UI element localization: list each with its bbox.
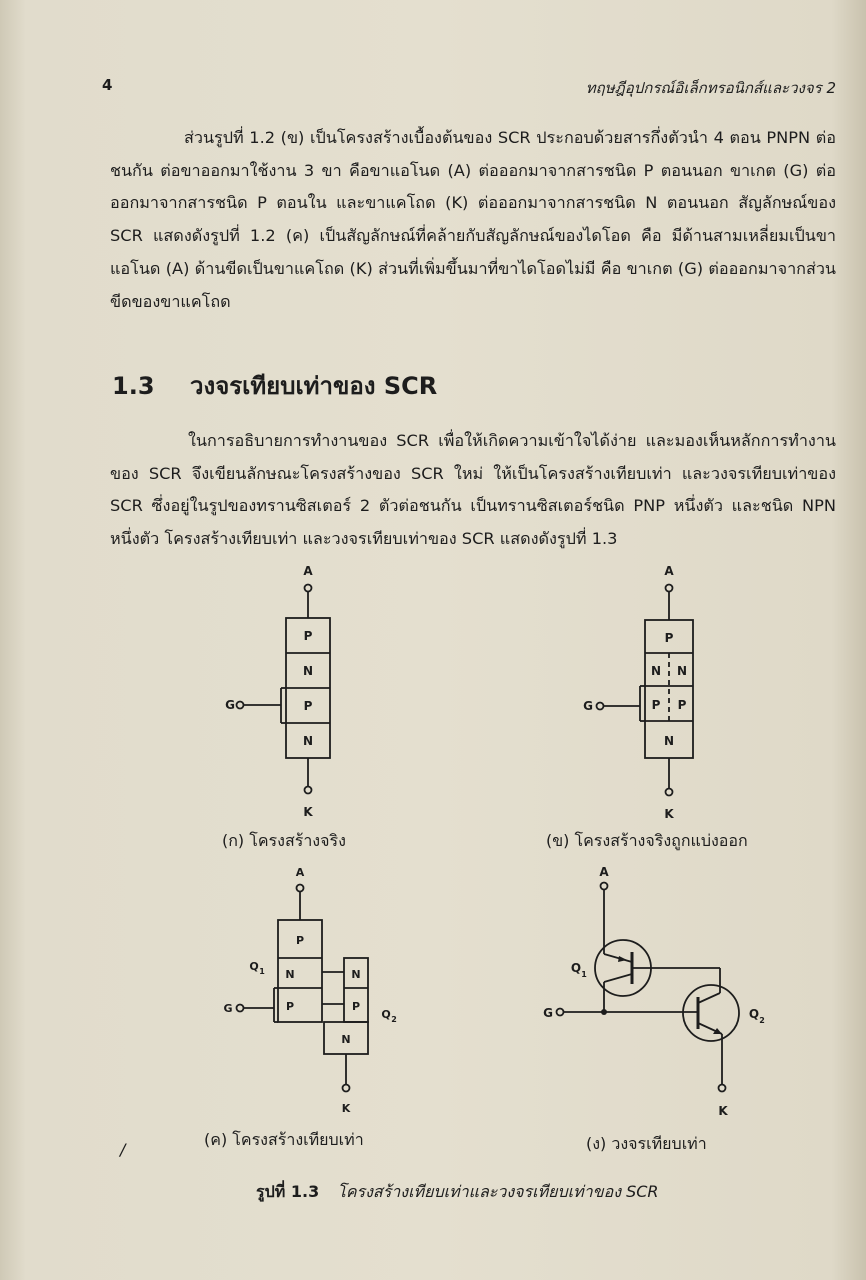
figure-caption-text: โครงสร้างเทียบเท่าและวงจรเทียบเท่าของ SCR [337, 1182, 659, 1201]
section-number: 1.3 [112, 372, 155, 400]
layer-p-label: P [303, 699, 313, 713]
paragraph-2: ในการอธิบายการทำงานของ SCR เพื่อให้เกิดความเข้าใจได้ง่าย และมองเห็นหลักการทำงานของ SCR จึงเขียนลักษณะโครงสร้างของ SCR ใหม่ ให้เป็นโครงสร้างเทียบเท่า และวงจรเทียบเท่าของ SCR ซึ่งอยู่ในรูปของทรานซิสเตอร์ 2 ตัวต่อชนกัน เป็นทรานซิสเตอร์ชนิด PNP หนึ่งตัว และชนิด NPN หนึ่งตัว โครงสร้างเทียบเท่า และวงจรเทียบเท่าของ SCR แสดงดังรูปที่ 1.3 [110, 431, 836, 549]
q1-p-label: P [285, 1000, 295, 1013]
gate-label: G [225, 698, 235, 712]
q2-label: Q [748, 1007, 760, 1021]
figure-d-equivalent-circuit [530, 862, 780, 1127]
layer-n-label: N [663, 734, 675, 748]
layer-p-label: P [303, 629, 313, 643]
q1-p-label: P [295, 934, 305, 947]
q2-n-label: N [351, 968, 361, 981]
q1-label: Q [570, 961, 582, 975]
cathode-label: K [718, 1104, 728, 1118]
layer-n-label: N [302, 734, 314, 748]
gate-label: G [543, 1006, 553, 1020]
layer-n-right-label: N [676, 664, 688, 678]
q2-subscript: 2 [391, 1015, 397, 1024]
q2-subscript: 2 [759, 1016, 765, 1025]
anode-label: A [664, 564, 674, 578]
q1-label: Q [249, 960, 259, 973]
running-header: ทฤษฎีอุปกรณ์อิเล็กทรอนิกส์และวงจร 2 [585, 79, 836, 97]
margin-mark: / [120, 1140, 126, 1159]
layer-p-right-label: P [677, 698, 687, 712]
paragraph-1: ส่วนรูปที่ 1.2 (ข) เป็นโครงสร้างเบื้องต้นของ SCR ประกอบด้วยสารกึ่งตัวนำ 4 ตอน PNPN ต่อชนกัน ต่อขาออกมาใช้งาน 3 ขา คือขาแอโนด (A) ต่อออกมาจากสารชนิด P ตอนนอก ขาเกต (G) ต่อออกมาจากสารชนิด P ตอนใน และขาแคโถด (K) ต่อออกมาจากสารชนิด N ตอนนอก สัญลักษณ์ของ SCR แสดงดังรูปที่ 1.2 (ค) เป็นสัญลักษณ์ที่คล้ายกับสัญลักษณ์ของไดโอด คือ มีด้านสามเหลี่ยมเป็นขาแอโนด (A) ด้านขีดเป็นขาแคโถด (K) ส่วนที่เพิ่มขึ้นมาที่ขาไดโอดไม่มี คือ ขาเกต (G) ต่อออกมาจากส่วนขีดของขาแคโถด [110, 128, 836, 311]
layer-n-label: N [302, 664, 314, 678]
subcaption-a: (ก) โครงสร้างจริง [222, 831, 346, 850]
figure-a-real-structure [210, 560, 370, 830]
layer-n-left-label: N [650, 664, 662, 678]
anode-label: A [599, 865, 609, 879]
layer-p-label: P [664, 631, 674, 645]
subcaption-b: (ข) โครงสร้างจริงถูกแบ่งออก [546, 831, 748, 850]
page-number: 4 [102, 76, 113, 94]
cathode-label: K [303, 805, 313, 819]
anode-label: A [295, 866, 305, 879]
q2-p-label: P [351, 1000, 361, 1013]
gate-label: G [223, 1002, 233, 1015]
section-title: วงจรเทียบเท่าของ SCR [190, 372, 438, 400]
figure-caption [256, 1180, 659, 1205]
gate-label: G [583, 699, 593, 713]
cathode-label: K [664, 807, 674, 821]
q2-n-label: N [341, 1033, 351, 1046]
figure-b-split-structure [570, 560, 730, 830]
q1-subscript: 1 [581, 970, 587, 979]
cathode-label: K [341, 1102, 351, 1115]
subcaption-d: (ง) วงจรเทียบเท่า [586, 1134, 707, 1153]
figure-caption-number: รูปที่ 1.3 [256, 1182, 320, 1201]
anode-label: A [303, 564, 313, 578]
q1-subscript: 1 [259, 967, 265, 976]
q1-n-label: N [285, 968, 295, 981]
figure-c-equivalent-structure [210, 862, 410, 1122]
layer-p-left-label: P [651, 698, 661, 712]
section-heading [112, 366, 437, 405]
q2-label: Q [381, 1008, 391, 1021]
subcaption-c: (ค) โครงสร้างเทียบเท่า [204, 1130, 364, 1149]
